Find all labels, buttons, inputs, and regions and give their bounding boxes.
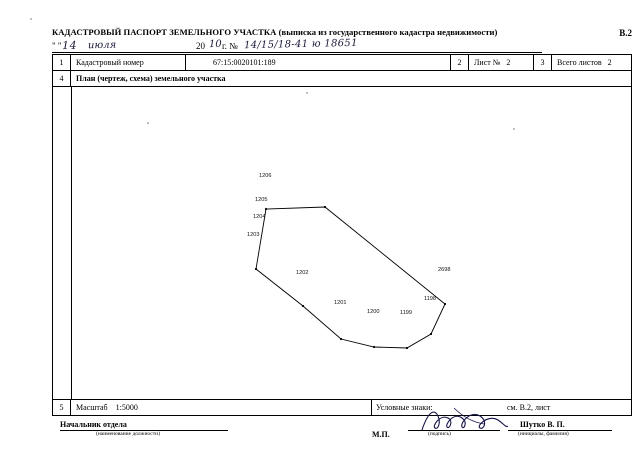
- sheet-number-label: [469, 55, 534, 71]
- official-name: Шутко В. П.: [520, 420, 565, 429]
- year-prefix: 20: [196, 41, 205, 51]
- parcel-plan-svg: [53, 87, 631, 399]
- document-code: В.2: [619, 28, 632, 38]
- vertex-point: [406, 347, 408, 349]
- handwritten-month: июля: [87, 39, 117, 52]
- total-sheets-cell: [552, 55, 631, 71]
- row-index-1: 1: [53, 55, 71, 71]
- vertex-label-1199: 1199: [400, 310, 413, 316]
- legend-value: см. В.2, лист: [507, 403, 551, 412]
- handwritten-day: 14: [61, 38, 78, 53]
- handwritten-document-number: 14/15/18-41 ю 18651: [243, 37, 358, 52]
- year-suffix-label: г. №: [222, 41, 238, 51]
- vertex-label-1203: 1203: [247, 232, 260, 238]
- row-index-5: 5: [53, 400, 71, 416]
- plan-drawing-area: [53, 87, 631, 400]
- vertex-point: [340, 338, 342, 340]
- cadastral-number-row: [53, 55, 631, 71]
- sheet-number-label-text: Лист №: [474, 58, 501, 67]
- legend-label: Условные знаки:: [371, 400, 489, 416]
- vertex-label-1202: 1202: [296, 270, 309, 276]
- stamp-place-label: М.П.: [372, 430, 390, 439]
- vertex-label-1200: 1200: [367, 309, 380, 315]
- vertex-point: [265, 208, 267, 210]
- plan-section-label: План (чертеж, схема) земельного участка: [76, 74, 226, 83]
- handwritten-year: 10: [208, 38, 222, 51]
- vertex-point: [373, 346, 375, 348]
- passport-table: [52, 54, 632, 416]
- scale-cell: [71, 400, 371, 416]
- plan-header-row: [53, 71, 631, 87]
- document-title: КАДАСТРОВЫЙ ПАСПОРТ ЗЕМЕЛЬНОГО УЧАСТКА (выписка из государственного кадастра недвижимости): [52, 27, 498, 37]
- total-sheets-label: Всего листов: [557, 58, 602, 67]
- signature-caption: (подпись): [428, 431, 451, 437]
- vertex-label-1206: 1206: [259, 173, 272, 179]
- scale-row: [53, 400, 631, 416]
- vertex-point: [444, 303, 446, 305]
- vertex-label-1201: 1201: [334, 300, 347, 306]
- position-caption: (наименование должности): [96, 431, 160, 437]
- scale-value: 1:5000: [115, 403, 138, 412]
- scale-label: Масштаб: [76, 403, 108, 412]
- official-position-title: Начальник отдела: [60, 420, 127, 429]
- vertex-label-1204: 1204: [253, 214, 266, 220]
- signature-underline: [408, 430, 500, 431]
- cadastral-number-value: 67:15:0020101:189: [186, 55, 451, 71]
- name-caption: (инициалы, фамилия): [518, 431, 569, 437]
- sheet-number-value: 2: [506, 58, 511, 67]
- vertex-label-1198: 1198: [424, 296, 437, 302]
- total-sheets-value: 2: [607, 58, 612, 67]
- row-index-2: 2: [451, 55, 469, 71]
- date-quote-marks: " ": [52, 41, 62, 51]
- vertex-point: [302, 305, 304, 307]
- vertex-point: [255, 268, 257, 270]
- vertex-point: [324, 206, 326, 208]
- parcel-boundary-polygon: [256, 207, 445, 348]
- vertex-point: [430, 333, 432, 335]
- vertex-label-2698: 2698: [438, 267, 451, 273]
- scan-speck: [30, 18, 32, 20]
- row-index-3: 3: [534, 55, 552, 71]
- row-index-4: 4: [53, 71, 71, 87]
- vertex-label-1205: 1205: [255, 197, 268, 203]
- cadastral-number-label: Кадастровый номер: [71, 55, 186, 71]
